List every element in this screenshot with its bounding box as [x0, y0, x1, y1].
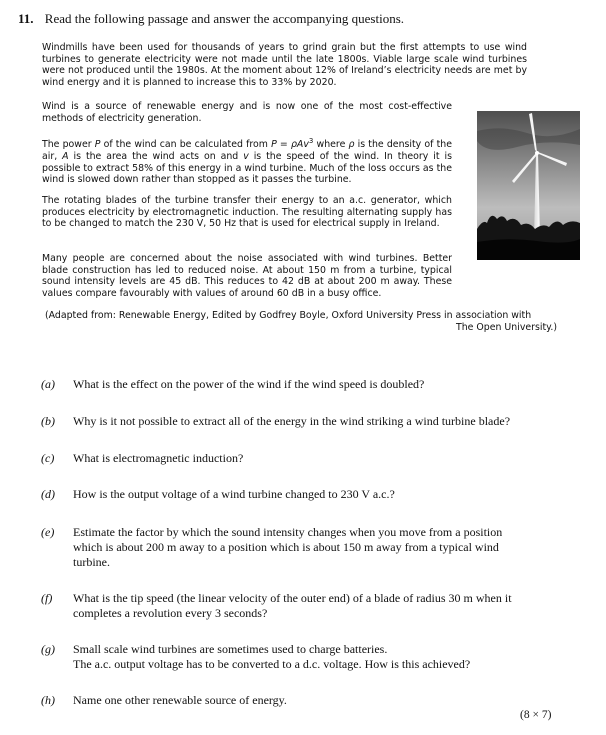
subquestion-label: (a) [41, 377, 55, 391]
passage-paragraph-2: Wind is a source of renewable energy and is now one of the most cost-effective methods of electricity generation. [42, 101, 452, 124]
wind-turbine-photo [477, 111, 580, 260]
passage-paragraph-1: Windmills have been used for thousands of years to grind grain but the first attempts to use wind turbines to generate electricity were not made until the late 1800s. Viable large scale wind turbines were not produced until the 1980s. At the moment about 12% of Ireland’s electricity needs are met by wind energy and it is planned to increase this to 33% by 2020. [42, 42, 527, 89]
subquestion-text: What is electromagnetic induction? [73, 451, 244, 465]
subquestion-text: How is the output voltage of a wind turbine changed to 230 V a.c.? [73, 487, 395, 501]
subquestion-text: Name one other renewable source of energy. [73, 693, 287, 707]
subquestion-label: (b) [41, 414, 55, 428]
question-heading [18, 11, 404, 27]
subquestion-label: (e) [41, 525, 55, 539]
question-instruction: Read the following passage and answer the accompanying questions. [44, 11, 405, 26]
passage-paragraph-5: Many people are concerned about the noise associated with wind turbines. Better blade construction has led to reduced noise. At about 150 m from a turbine, typical sound intensity levels are 45 dB. This reduces to 42 dB at about 200 m away. These values compare favourably with values of around 60 dB in a busy office. [42, 253, 452, 300]
passage-paragraph-4: The rotating blades of the turbine transfer their energy to an a.c. generator, which produces electricity by electromagnetic induction. The resulting alternating supply has to be changed to match the 230 V, 50 Hz that is used for electrical supply in Ireland. [42, 195, 452, 230]
subquestion-label: (d) [41, 487, 55, 501]
source-citation: (Adapted from: Renewable Energy, Edited by Godfrey Boyle, Oxford University Press in association with The Open University.) [45, 310, 557, 333]
subquestion-label: (c) [41, 451, 55, 465]
subquestion-text: Small scale wind turbines are sometimes used to charge batteries. The a.c. output voltage has to be converted to a d.c. voltage. How is this achieved? [73, 642, 471, 671]
subquestion-label: (f) [41, 591, 53, 605]
subquestion-text: What is the tip speed (the linear velocity of the outer end) of a blade of radius 30 m when it completes a revolution every 3 seconds? [73, 591, 512, 620]
subquestion-label: (g) [41, 642, 55, 656]
subquestion-text: What is the effect on the power of the wind if the wind speed is doubled? [73, 377, 425, 391]
power-formula: P = ρAv$^3$ [271, 137, 314, 151]
subquestion-label: (h) [41, 693, 55, 707]
passage-paragraph-3: The power P of the wind can be calculated from P = ρAv$^3$ where ρ is the density of the air, A is the area the wind acts on and v is the speed of the wind. In theory it is possible to extract 58% of this energy in a wind turbine. Much of the loss occurs as the wind is slowed down rather than stopped as it passes the turbine. [42, 137, 452, 186]
marks-allocation: (8 × 7) [520, 709, 552, 721]
subquestion-text: Why is it not possible to extract all of the energy in the wind striking a wind turbine blade? [73, 414, 511, 428]
subquestion-text: Estimate the factor by which the sound intensity changes when you move from a position which is about 200 m away to a position which is about 150 m away from a typical wind turbine. [73, 525, 503, 569]
question-number: 11. [18, 11, 34, 26]
